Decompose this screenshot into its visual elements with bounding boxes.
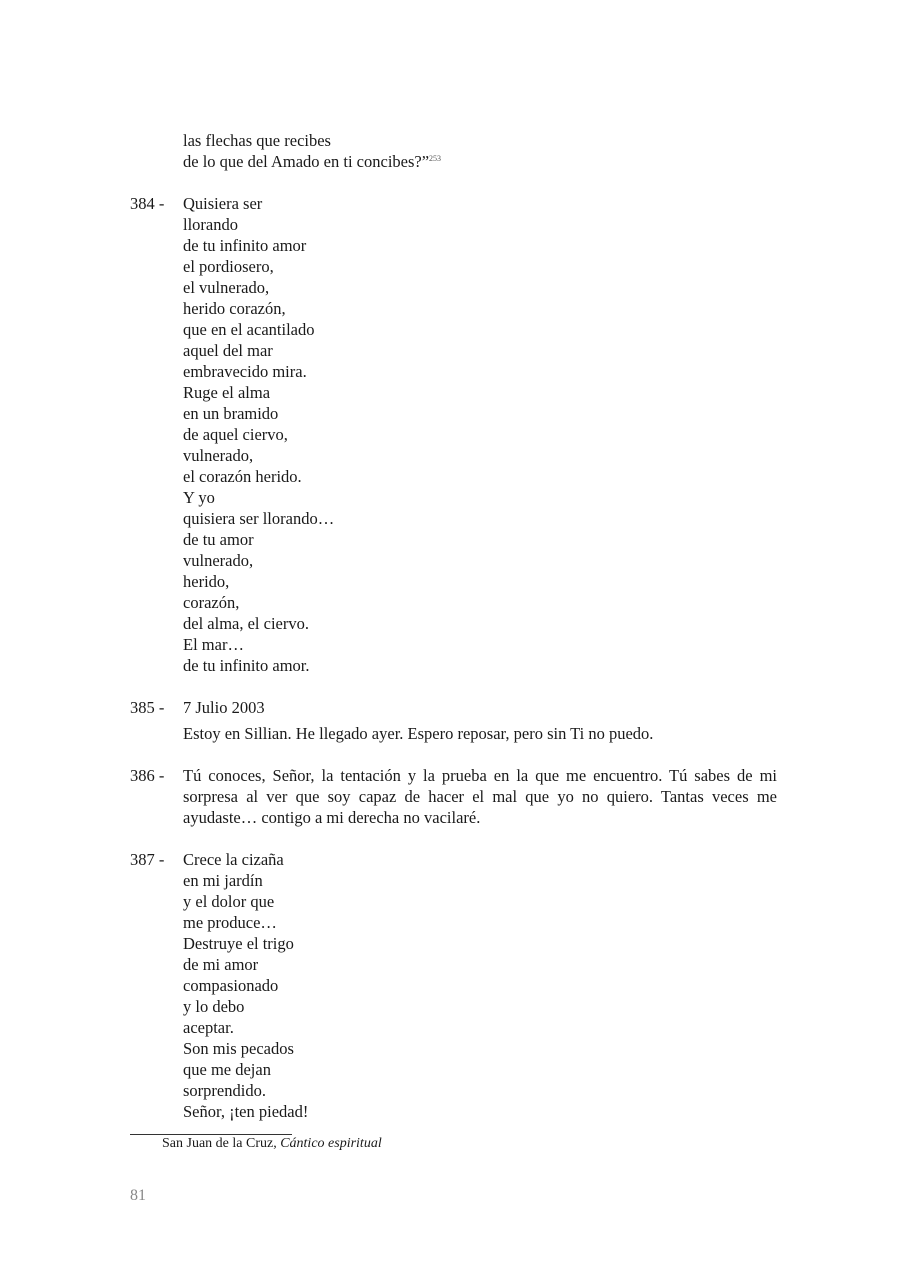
verse-lines (183, 193, 777, 676)
verse-line: llorando (183, 215, 238, 234)
page-number: 81 (130, 1187, 146, 1204)
verse-line: compasionado (183, 976, 279, 995)
entry-387 (130, 849, 777, 1122)
entry-386 (130, 765, 777, 828)
verse-line: en un bramido (183, 404, 279, 423)
entry-paragraph: Estoy en Sillian. He llegado ayer. Espero reposar, pero sin Ti no puedo. (183, 724, 654, 743)
verse-line: de mi amor (183, 955, 259, 974)
footnote-title: Cántico espiritual (280, 1136, 382, 1151)
entry-number: 385 - (130, 698, 165, 717)
verse-line: de tu infinito amor. (183, 656, 310, 675)
verse-line: corazón, (183, 593, 240, 612)
entry-paragraph: Tú conoces, Señor, la tentación y la prueba en la que me encuentro. Tú sabes de mi sorpresa al ver que soy capaz de hacer el mal que yo no quiero. Tantas veces me ayudaste… contigo a mi derecha no vacilaré. (183, 766, 777, 827)
verse-line: El mar… (183, 635, 244, 654)
verse-line: del alma, el ciervo. (183, 614, 309, 633)
verse-line: aquel del mar (183, 341, 273, 360)
verse-line: vulnerado, (183, 446, 254, 465)
entry-385 (130, 697, 777, 744)
verse-lines (183, 849, 777, 1122)
verse-line: Señor, ¡ten piedad! (183, 1102, 309, 1121)
entry-number: 387 - (130, 850, 165, 869)
verse-line: Destruye el trigo (183, 934, 294, 953)
footnote (162, 1135, 382, 1153)
verse-lines (183, 130, 777, 172)
verse-line: vulnerado, (183, 551, 254, 570)
verse-line: de aquel ciervo, (183, 425, 288, 444)
verse-line: Quisiera ser (183, 194, 263, 213)
verse-line: de tu infinito amor (183, 236, 307, 255)
verse-line: que en el acantilado (183, 320, 315, 339)
verse-line: que me dejan (183, 1060, 271, 1079)
verse-line: en mi jardín (183, 871, 263, 890)
verse-line: Son mis pecados (183, 1039, 294, 1058)
verse-line: me produce… (183, 913, 277, 932)
continuation-verse (130, 130, 777, 172)
verse-line: aceptar. (183, 1018, 234, 1037)
verse-line: el pordiosero, (183, 257, 274, 276)
verse-line: embravecido mira. (183, 362, 307, 381)
verse-line: el vulnerado, (183, 278, 270, 297)
entry-number: 386 - (130, 766, 165, 785)
verse-line: de tu amor (183, 530, 254, 549)
footnote-reference: 253 (429, 154, 442, 163)
text-block (130, 130, 777, 1122)
verse-line: y el dolor que (183, 892, 275, 911)
verse-line: sorprendido. (183, 1081, 266, 1100)
verse-line: Y yo (183, 488, 215, 507)
entry-number: 384 - (130, 194, 165, 213)
verse-line: herido corazón, (183, 299, 286, 318)
verse-line: el corazón herido. (183, 467, 302, 486)
entry-date: 7 Julio 2003 (183, 698, 265, 717)
verse-line: Crece la cizaña (183, 850, 284, 869)
entry-384 (130, 193, 777, 676)
verse-line: y lo debo (183, 997, 245, 1016)
verse-line: quisiera ser llorando… (183, 509, 335, 528)
verse-line: de lo que del Amado en ti concibes?”$^{253}$ (183, 152, 442, 171)
verse-line: herido, (183, 572, 230, 591)
footnote-author: San Juan de la Cruz, (162, 1136, 281, 1151)
verse-line: Ruge el alma (183, 383, 271, 402)
verse-line: las flechas que recibes (183, 131, 331, 150)
